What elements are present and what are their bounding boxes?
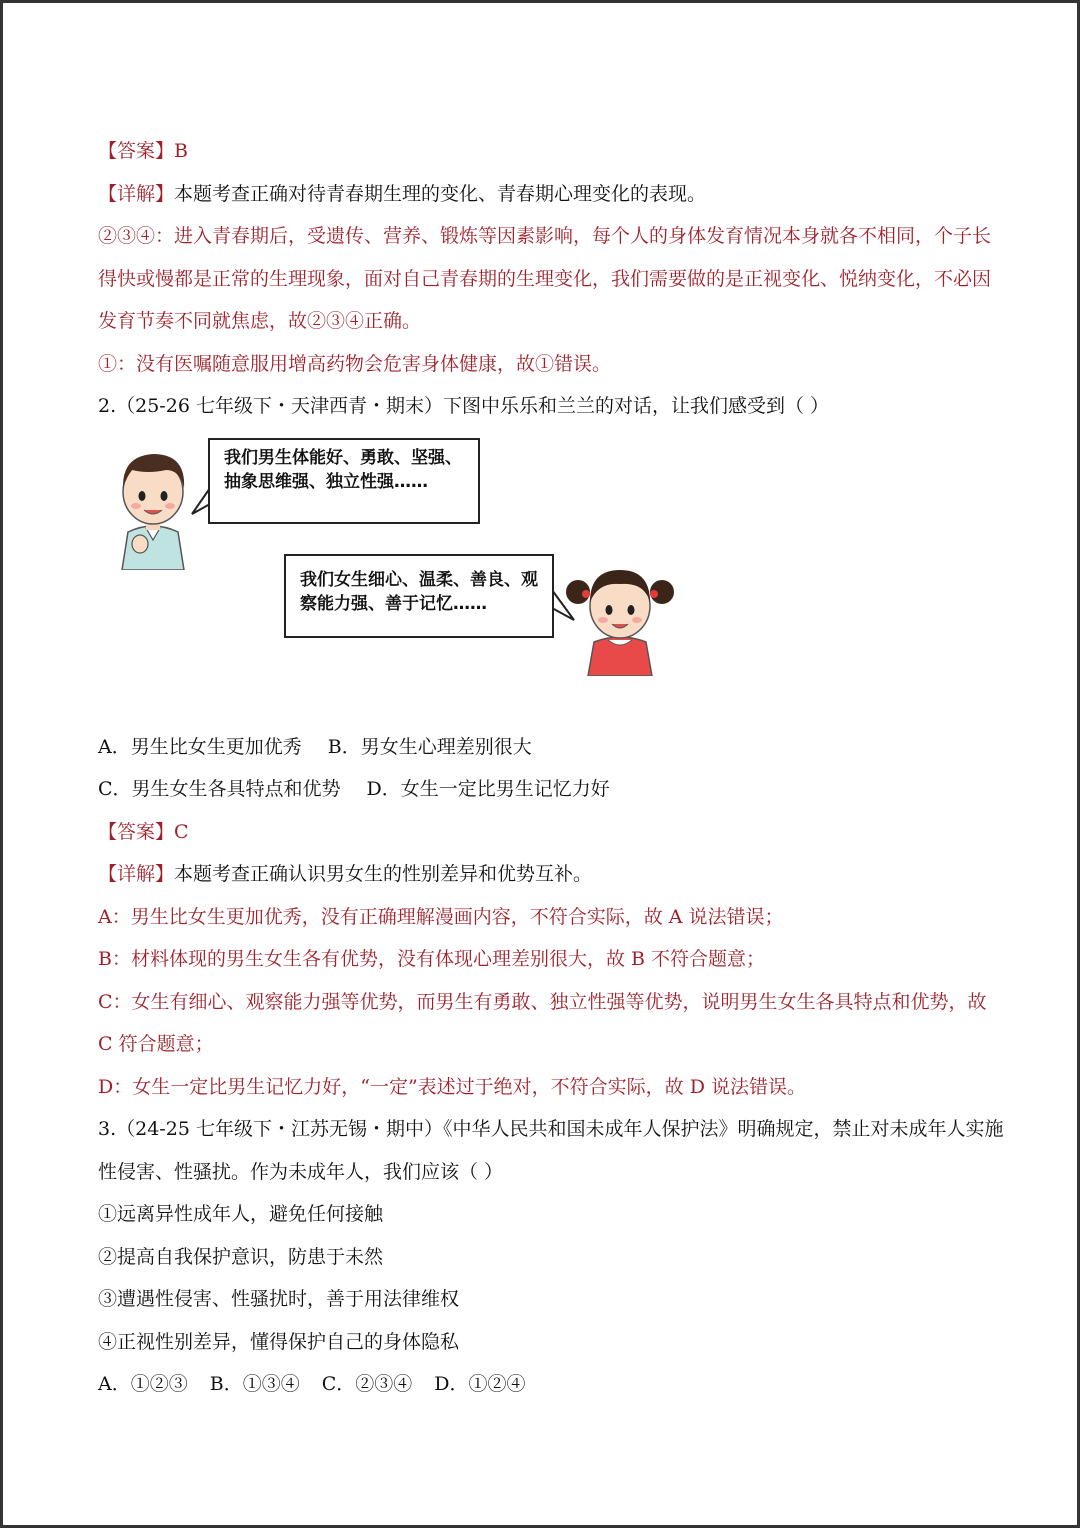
q1-analysis-line: 发育节奏不同就焦虑，故②③④正确。 xyxy=(98,310,422,332)
q2-options-row-2 xyxy=(98,768,998,811)
q1-detail-tag: 【详解】 xyxy=(98,182,175,205)
q2-option-a[interactable]: A．男生比女生更加优秀 xyxy=(98,735,302,758)
q2-answer-value: C xyxy=(174,820,189,843)
q2-comic-figure xyxy=(98,428,998,726)
q1-analysis-line: ①：没有医嘱随意服用增高药物会危害身体健康，故①错误。 xyxy=(98,352,612,375)
q1-answer-value: B xyxy=(174,140,188,162)
q2-detail-intro: 本题考查正确认识男女生的性别差异和优势互补。 xyxy=(174,863,593,885)
q2-analysis-line: A：男生比女生更加优秀，没有正确理解漫画内容，不符合实际，故 A 说法错误； xyxy=(98,905,784,928)
girl-character-icon xyxy=(564,556,676,676)
q2-stem: 2.（25-26 七年级下・天津西青・期末）下图中乐乐和兰兰的对话，让我们感受到（ ） xyxy=(98,395,829,417)
q3-statement: ④正视性别差异，懂得保护自己的身体隐私 xyxy=(98,1330,460,1353)
q2-analysis-line: C 符合题意； xyxy=(98,1033,214,1055)
q2-analysis-line: B：材料体现的男生女生各有优势，没有体现心理差别很大，故 B 不符合题意； xyxy=(98,948,766,970)
q1-analysis-line: 得快或慢都是正常的生理现象，面对自己青春期的生理变化，我们需要做的是正视变化、悦纳变化，不必因 xyxy=(98,267,992,290)
q1-answer-tag: 【答案】 xyxy=(98,140,175,162)
girl-speech-bubble xyxy=(284,554,554,638)
boy-speech-text: 我们男生体能好、勇敢、坚强、抽象思维强、独立性强…… xyxy=(224,447,462,492)
q3-option-c[interactable]: C．②③④ xyxy=(321,1373,413,1395)
boy-character-icon xyxy=(108,440,198,570)
boy-speech-bubble xyxy=(208,438,480,524)
q2-answer xyxy=(98,811,998,854)
q3-option-d[interactable]: D．①②④ xyxy=(434,1373,526,1395)
q3-stem-line: 性侵害、性骚扰。作为未成年人，我们应该（ ） xyxy=(98,1160,504,1183)
q2-detail-tag: 【详解】 xyxy=(98,863,175,885)
q1-answer xyxy=(98,130,998,173)
q1-detail xyxy=(98,173,998,216)
q3-stem-line: 3.（24-25 七年级下・江苏无锡・期中）《中华人民共和国未成年人保护法》明确规定，禁止对未成年人实施 xyxy=(98,1118,1004,1140)
q2-option-b[interactable]: B．男女生心理差别很大 xyxy=(327,735,532,758)
q2-options-row-1 xyxy=(98,726,998,769)
q1-analysis-line: ②③④：进入青春期后，受遗传、营养、锻炼等因素影响，每个人的身体发育情况本身就各不相同，个子长 xyxy=(98,225,992,247)
q2-analysis-line: D：女生一定比男生记忆力好，“一定”表述过于绝对，不符合实际，故 D 说法错误。 xyxy=(98,1075,806,1098)
q1-detail-intro: 本题考查正确对待青春期生理的变化、青春期心理变化的表现。 xyxy=(174,182,707,205)
q3-option-b[interactable]: B．①③④ xyxy=(209,1373,300,1395)
document-content xyxy=(98,130,1004,1406)
q2-option-d[interactable]: D．女生一定比男生记忆力好 xyxy=(366,778,610,800)
q2-detail xyxy=(98,853,998,896)
q2-analysis-line: C：女生有细心、观察能力强等优势，而男生有勇敢、独立性强等优势，说明男生女生各具特点和优势，故 xyxy=(98,990,987,1013)
q3-statement: ②提高自我保护意识，防患于未然 xyxy=(98,1245,384,1268)
girl-speech-text: 我们女生细心、温柔、善良、观察能力强、善于记忆…… xyxy=(300,569,538,614)
q2-answer-tag: 【答案】 xyxy=(98,820,175,843)
q2-option-c[interactable]: C．男生女生各具特点和优势 xyxy=(98,778,341,800)
q3-option-a[interactable]: A．①②③ xyxy=(98,1373,188,1395)
q3-statement: ③遭遇性侵害、性骚扰时，善于用法律维权 xyxy=(98,1288,460,1310)
q3-options-row xyxy=(98,1363,998,1406)
q3-statement: ①远离异性成年人，避免任何接触 xyxy=(98,1203,384,1225)
